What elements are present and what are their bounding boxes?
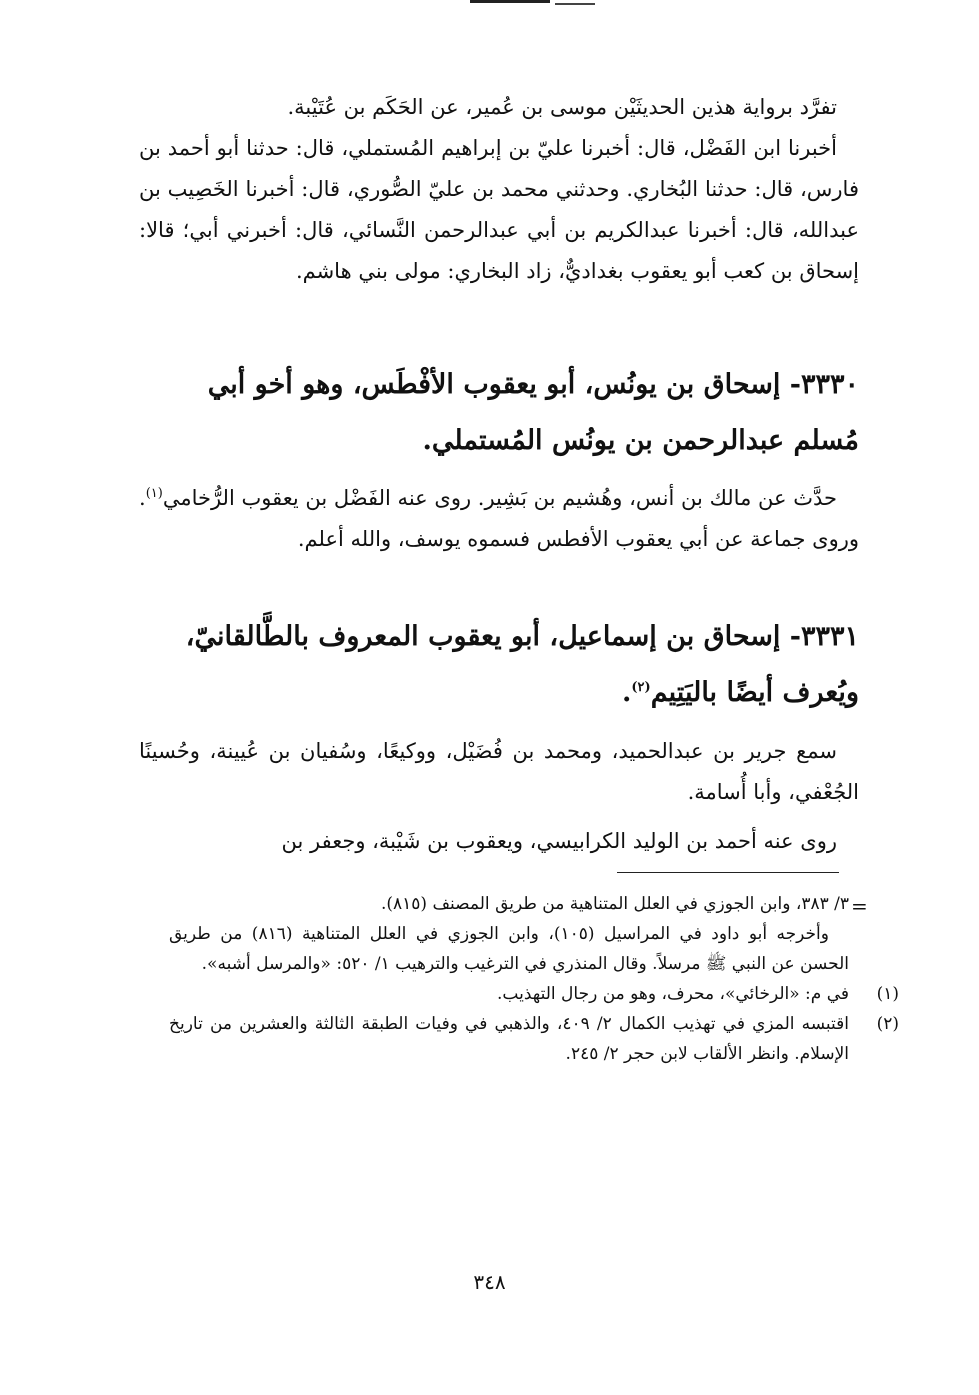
footnotes xyxy=(169,889,899,1069)
footnote-ref: (٢) xyxy=(631,680,651,695)
intro-paragraph: أخبرنا ابن الفَضْل، قال: أخبرنا عليّ بن إبراهيم المُستملي، قال: حدثنا أبو أحمد بن فارس، قال: حدثنا البُخاري. وحدثني محمد بن عليّ الصُّوري، قال: أخبرنا الخَصِيب بن عبدالله، قال: أخبرنا عبدالكريم بن أبي عبدالرحمن النَّسائي، قال: أخبرني أبي؛ قالا: إسحاق بن كعب أبو يعقوب بغداديٌّ، زاد البخاري: مولى بني هاشم. xyxy=(139,136,859,283)
footnote xyxy=(169,1009,899,1069)
heading-text: ٣٣٣١- إسحاق بن إسماعيل، أبو يعقوب المعروف بالطَّالقانيّ، ويُعرف أيضًا باليَتِيم xyxy=(185,621,859,708)
scan-artifact xyxy=(555,3,595,5)
entry-paragraph: سمع جرير بن عبدالحميد، ومحمد بن فُضَيْل، ووكيعًا، وسُفيان بن عُيينة، وحُسينًا الجُعْفي، وأبا أُسامة. xyxy=(139,739,859,804)
entry-text: حدَّث عن مالك بن أنس، وهُشيم بن بَشِير. روى عنه الفَضْل بن يعقوب الرُّخامي xyxy=(162,486,837,510)
entry-heading-3331 xyxy=(139,609,859,721)
footnote-separator xyxy=(617,872,839,873)
entry-heading-3330: ٣٣٣٠- إسحاق بن يونُس، أبو يعقوب الأفْطَس، وهو أخو أبي مُسلم عبدالرحمن بن يونُس المُستملي. xyxy=(207,369,859,456)
entry-body-3330 xyxy=(139,478,859,560)
scan-artifact xyxy=(470,0,550,3)
footnote-number: (٢) xyxy=(876,1014,899,1034)
entry-text: . وروى جماعة عن أبي يعقوب الأفطس فسموه يوسف، والله أعلم. xyxy=(139,486,859,551)
entry-body-3331 xyxy=(139,731,859,862)
footnote-number: (١) xyxy=(876,984,899,1004)
page-number: ٣٤٨ xyxy=(473,1270,506,1294)
footnote-text: في م: «الرخائي»، محرف، وهو من رجال التهذيب. xyxy=(497,984,849,1004)
heading-text: . xyxy=(621,677,632,708)
entry-paragraph: روى عنه أحمد بن الوليد الكرابيسي، ويعقوب بن شَيْبة، وجعفر بن xyxy=(281,829,837,853)
footnote-ref: (١) xyxy=(145,486,163,501)
footnote-continuation: ٣/ ٣٨٣، وابن الجوزي في العلل المتناهية من طريق المصنف (٨١٥). xyxy=(380,894,849,914)
footnote-continuation-marker: = xyxy=(851,894,868,918)
entry-paragraph xyxy=(139,478,859,560)
footnote-continuation: وأخرجه أبو داود في المراسيل (١٠٥)، وابن الجوزي في العلل المتناهية (٨١٦) من طريق الحسن عن النبي ﷺ مرسلاً. وقال المنذري في الترغيب والترهيب ١/ ٥٢٠: «والمرسل أشبه». xyxy=(169,924,849,974)
footnote-text: اقتبسه المزي في تهذيب الكمال ٢/ ٤٠٩، والذهبي في وفيات الطبقة الثالثة والعشرين من تاريخ الإسلام. وانظر الألقاب لابن حجر ٢/ ٢٤٥. xyxy=(169,1014,849,1064)
intro-paragraph: تفرَّد برواية هذين الحديثَيْن موسى بن عُمير، عن الحَكَم بن عُتَيْبة. xyxy=(287,95,837,119)
footnote xyxy=(169,979,899,1009)
intro-text xyxy=(139,87,859,292)
